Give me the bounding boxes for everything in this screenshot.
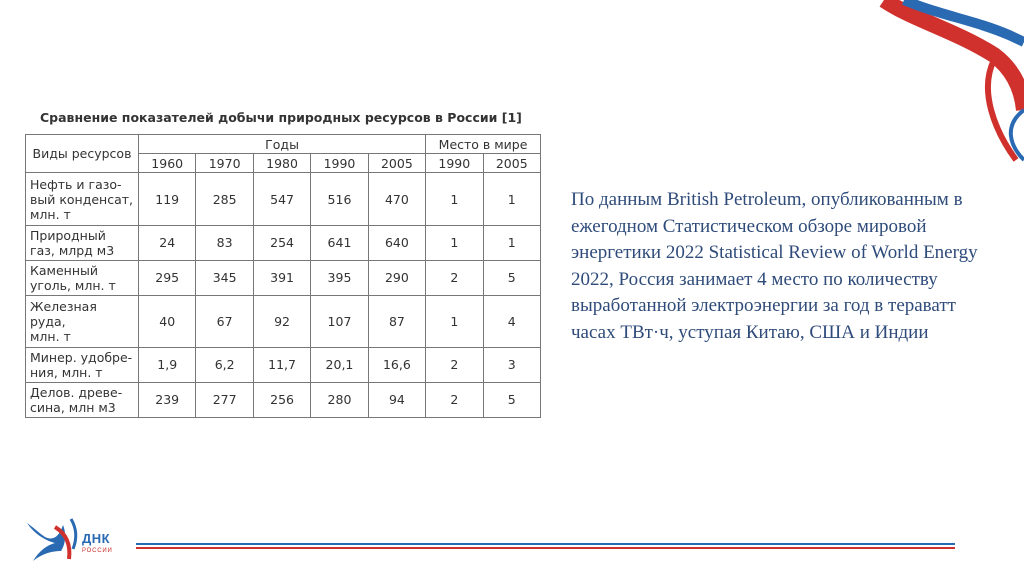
production-value: 516 — [311, 173, 368, 225]
production-value: 641 — [311, 225, 368, 260]
production-value: 295 — [139, 260, 196, 295]
resource-name-line: Каменный — [30, 262, 98, 278]
production-value: 16,6 — [368, 347, 425, 382]
resource-name — [26, 173, 139, 225]
logo-subtext: РОССИИ — [82, 548, 113, 554]
production-value: 345 — [196, 260, 253, 295]
table-title: Сравнение показателей добычи природных ресурсов в России [1] — [40, 110, 522, 125]
production-value: 83 — [196, 225, 253, 260]
year-header: 1990 — [311, 154, 368, 173]
table-row — [26, 347, 541, 382]
year-header: 1980 — [253, 154, 310, 173]
world-rank-value: 1 — [426, 295, 483, 347]
table-row — [26, 295, 541, 347]
header-years: Годы — [139, 135, 426, 154]
production-value: 40 — [139, 295, 196, 347]
resource-name-line: вый конденсат, — [30, 191, 133, 207]
production-value: 280 — [311, 382, 368, 417]
production-value: 285 — [196, 173, 253, 225]
world-rank-value: 1 — [426, 173, 483, 225]
production-value: 119 — [139, 173, 196, 225]
header-place: Место в мире — [426, 135, 541, 154]
table-row — [26, 260, 541, 295]
production-value: 1,9 — [139, 347, 196, 382]
year-header: 1970 — [196, 154, 253, 173]
resource-name-line: Минер. удобре- — [30, 349, 133, 365]
resource-name-line: Природный — [30, 227, 106, 243]
resource-name — [26, 225, 139, 260]
world-rank-value: 5 — [483, 382, 540, 417]
table-row — [26, 225, 541, 260]
production-value: 107 — [311, 295, 368, 347]
world-rank-value: 2 — [426, 382, 483, 417]
resource-name — [26, 382, 139, 417]
table-row — [26, 173, 541, 225]
production-value: 67 — [196, 295, 253, 347]
resource-name-line: млн. т — [30, 206, 71, 222]
production-value: 92 — [253, 295, 310, 347]
production-value: 640 — [368, 225, 425, 260]
resource-name-line: ния, млн. т — [30, 364, 103, 380]
tricolor-ribbon-decoration — [844, 0, 1024, 170]
year-header: 2005 — [368, 154, 425, 173]
resource-name — [26, 260, 139, 295]
production-value: 547 — [253, 173, 310, 225]
world-rank-value: 2 — [426, 260, 483, 295]
place-year-header: 1990 — [426, 154, 483, 173]
world-rank-value: 3 — [483, 347, 540, 382]
resource-name-line: сина, млн м3 — [30, 399, 116, 415]
resource-name — [26, 295, 139, 347]
world-rank-value: 1 — [483, 173, 540, 225]
world-rank-value: 1 — [483, 225, 540, 260]
year-header: 1960 — [139, 154, 196, 173]
resource-name — [26, 347, 139, 382]
production-value: 256 — [253, 382, 310, 417]
production-value: 24 — [139, 225, 196, 260]
production-value: 290 — [368, 260, 425, 295]
resource-name-line: уголь, млн. т — [30, 277, 116, 293]
footer-line-red — [136, 547, 955, 549]
production-value: 254 — [253, 225, 310, 260]
resource-name-line: млн. т — [30, 328, 71, 344]
resource-name-line: Делов. древе- — [30, 384, 123, 400]
table-body — [26, 173, 541, 418]
footer-line-blue — [136, 543, 955, 545]
logo-text: ДНК — [82, 531, 111, 546]
footer-divider — [136, 543, 955, 551]
world-rank-value: 5 — [483, 260, 540, 295]
world-rank-value: 2 — [426, 347, 483, 382]
table-row — [26, 382, 541, 417]
resource-name-line: Железная руда, — [30, 298, 97, 329]
production-value: 11,7 — [253, 347, 310, 382]
resource-name-line: газ, млрд м3 — [30, 242, 115, 258]
place-year-header: 2005 — [483, 154, 540, 173]
production-value: 470 — [368, 173, 425, 225]
production-value: 87 — [368, 295, 425, 347]
production-value: 239 — [139, 382, 196, 417]
production-value: 94 — [368, 382, 425, 417]
resource-table — [25, 134, 541, 418]
body-paragraph: По данным British Petroleum, опубликованным в ежегодном Статистическом обзоре мировой энергетики 2022 Statistical Review of World Energy 2022, Россия занимает 4 место по количеству выработанной электроэнергии за год в тераватт часах ТВт·ч, уступая Китаю, США и Индии — [571, 189, 978, 343]
production-value: 391 — [253, 260, 310, 295]
world-rank-value: 1 — [426, 225, 483, 260]
header-resource: Виды ресурсов — [26, 135, 139, 173]
production-value: 6,2 — [196, 347, 253, 382]
resource-name-line: Нефть и газо- — [30, 176, 122, 192]
production-value: 277 — [196, 382, 253, 417]
production-value: 395 — [311, 260, 368, 295]
production-value: 20,1 — [311, 347, 368, 382]
world-rank-value: 4 — [483, 295, 540, 347]
